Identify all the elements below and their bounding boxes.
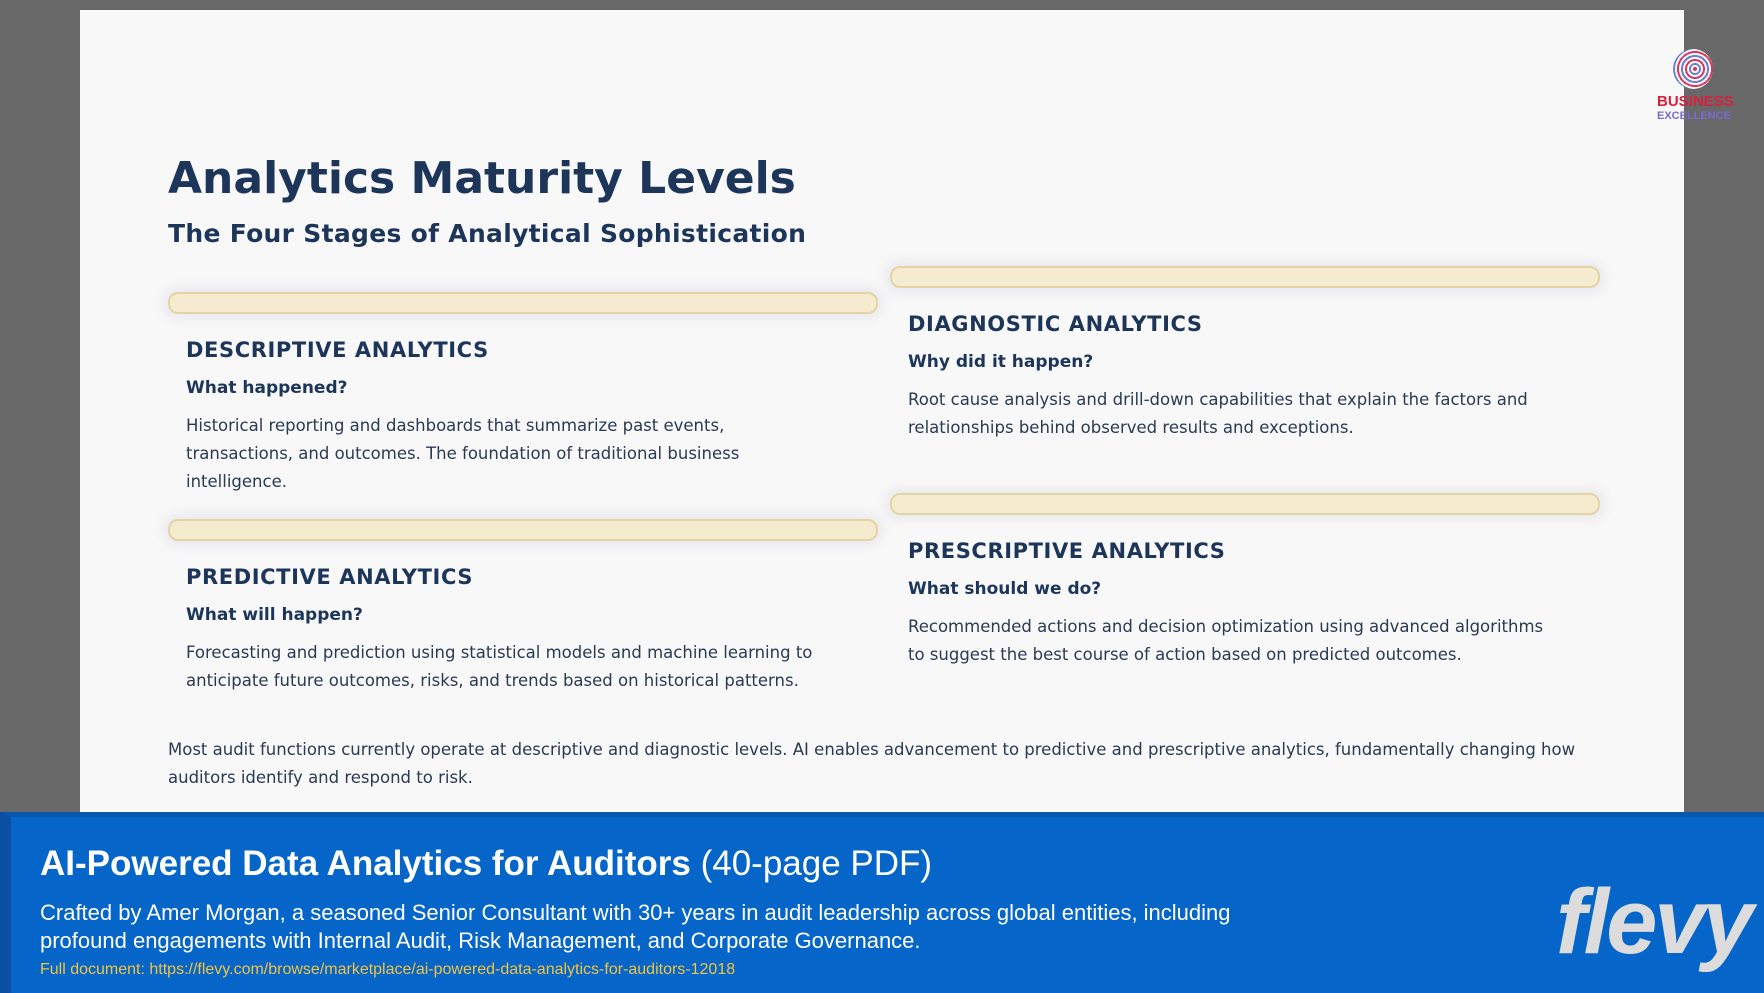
- document-description: Crafted by Amer Morgan, a seasoned Senior Consultant with 30+ years in audit leadership across global entities, including profound engagements with Internal Audit, Risk Management, and Corporate Governance.: [40, 900, 1231, 953]
- page-title: Analytics Maturity Levels: [168, 153, 796, 204]
- document-page-count: (40-page PDF): [690, 844, 933, 883]
- card-heading: PREDICTIVE ANALYTICS: [186, 565, 474, 589]
- logo-line-1: BUSINESS: [1657, 93, 1734, 110]
- card-question: What should we do?: [908, 579, 1102, 599]
- card-question: What will happen?: [186, 605, 363, 625]
- card-description: Root cause analysis and drill-down capabilities that explain the factors and relationships behind observed results and exceptions.: [908, 390, 1528, 437]
- fingerprint-icon: [1673, 49, 1713, 89]
- flevy-logo: flevy: [1556, 871, 1751, 973]
- card-description: Historical reporting and dashboards that summarize past events, transactions, and outcomes. The foundation of traditional business intelligence.: [186, 416, 740, 491]
- document-title-main: AI-Powered Data Analytics for Auditors: [40, 844, 691, 883]
- card-accent-bar: [890, 493, 1600, 515]
- card-prescriptive-analytics: [890, 493, 1600, 669]
- card-heading: PRESCRIPTIVE ANALYTICS: [908, 539, 1226, 563]
- page-subtitle: The Four Stages of Analytical Sophistication: [168, 219, 807, 248]
- card-heading: DESCRIPTIVE ANALYTICS: [186, 338, 489, 362]
- document-footer-banner: [0, 812, 1764, 993]
- logo-line-2: EXCELLENCE: [1657, 110, 1731, 122]
- summary-text: Most audit functions currently operate at descriptive and diagnostic levels. AI enables advancement to predictive and prescriptive analytics, fundamentally changing how auditors identify and respond to risk.: [168, 740, 1576, 787]
- card-heading: DIAGNOSTIC ANALYTICS: [908, 312, 1203, 336]
- card-description: Forecasting and prediction using statistical models and machine learning to anticipate future outcomes, risks, and trends based on historical patterns.: [186, 643, 813, 690]
- slide: [80, 10, 1734, 812]
- card-question: Why did it happen?: [908, 352, 1094, 372]
- card-question: What happened?: [186, 378, 348, 398]
- document-title: [40, 843, 932, 885]
- card-description: Recommended actions and decision optimization using advanced algorithms to suggest the best course of action based on predicted outcomes.: [908, 617, 1544, 664]
- card-accent-bar: [168, 292, 878, 314]
- card-accent-bar: [168, 519, 878, 541]
- card-diagnostic-analytics: [890, 266, 1600, 442]
- card-predictive-analytics: [168, 519, 878, 695]
- document-link[interactable]: Full document: https://flevy.com/browse/marketplace/ai-powered-data-analytics-for-auditors-12018: [40, 961, 736, 978]
- card-descriptive-analytics: [168, 292, 878, 496]
- business-excellence-logo: [1657, 49, 1734, 123]
- card-accent-bar: [890, 266, 1600, 288]
